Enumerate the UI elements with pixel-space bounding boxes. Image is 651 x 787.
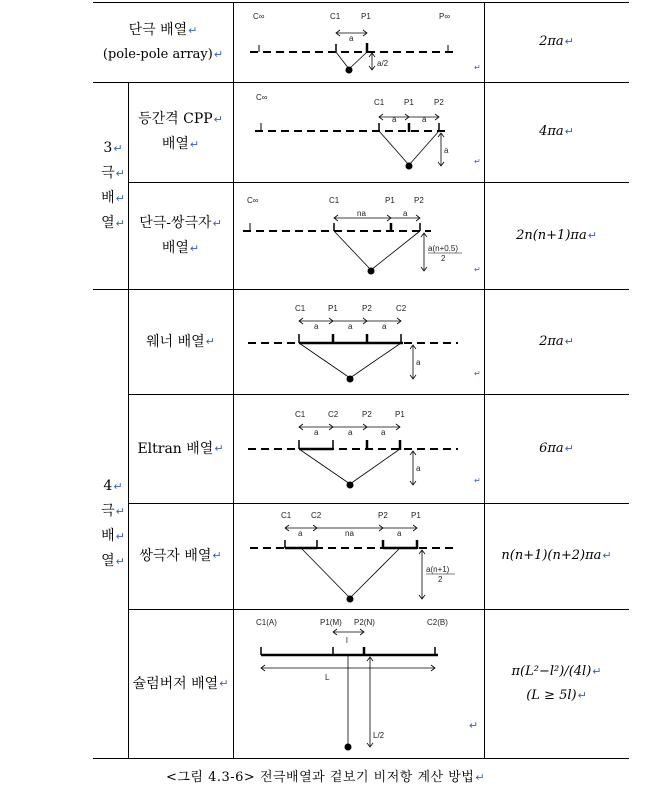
svg-text:C1: C1 xyxy=(329,196,340,205)
svg-text:C∞: C∞ xyxy=(247,196,259,205)
measurement-point xyxy=(368,268,375,275)
svg-text:↵: ↵ xyxy=(474,369,481,378)
svg-text:a: a xyxy=(298,529,303,538)
measurement-point xyxy=(347,482,354,489)
svg-text:a: a xyxy=(348,428,353,437)
svg-text:a: a xyxy=(314,428,319,437)
svg-text:C1: C1 xyxy=(295,304,306,313)
svg-text:C1: C1 xyxy=(281,511,292,520)
diagram-pole-dipole xyxy=(233,182,484,289)
group-label-3-pole: 3↵ 극↵ 배↵ 열↵ xyxy=(101,140,125,231)
formula-equal-cpp: 4πa ↵ xyxy=(539,124,574,139)
svg-text:a: a xyxy=(381,428,386,437)
formula-schlumberger: π(L²−l²)/(4l)↵ (L ≥ 5l)↵ xyxy=(511,663,602,703)
svg-text:P2: P2 xyxy=(378,511,388,520)
array-name-schlumberger: 슐럼버저 배열 ↵ xyxy=(132,675,229,692)
table-bottom-border xyxy=(93,758,629,759)
diagram-dipole xyxy=(233,503,484,609)
measurement-point xyxy=(345,744,352,751)
svg-text:P1: P1 xyxy=(328,304,338,313)
svg-text:a: a xyxy=(422,115,427,124)
svg-text:↵: ↵ xyxy=(474,63,481,72)
label-a: a xyxy=(349,34,354,43)
svg-text:P2: P2 xyxy=(434,98,444,107)
svg-text:C2(B): C2(B) xyxy=(427,618,448,627)
svg-text:↵: ↵ xyxy=(474,157,481,166)
svg-text:a(n+1): a(n+1) xyxy=(426,565,450,574)
formula-wenner: 2πa ↵ xyxy=(539,333,574,349)
svg-text:2: 2 xyxy=(438,575,443,584)
svg-text:P1(M): P1(M) xyxy=(320,618,342,627)
array-name-equal-cpp: 등간격 CPP↵ 배열↵ xyxy=(138,111,223,152)
svg-text:a: a xyxy=(382,322,387,331)
measurement-point xyxy=(346,67,353,74)
diagram-equal-cpp xyxy=(233,82,484,182)
svg-text:P2(N): P2(N) xyxy=(354,618,375,627)
svg-text:C2: C2 xyxy=(396,304,407,313)
diagram-pole-pole xyxy=(233,2,484,82)
array-name-pole-pole: 단극 배열↵ (pole-pole array)↵ xyxy=(102,21,224,62)
array-name-pole-dipole: 단극-쌍극자↵ 배열↵ xyxy=(139,214,222,256)
label-c1: C1 xyxy=(330,12,341,21)
svg-text:C2: C2 xyxy=(328,410,339,419)
svg-text:↵: ↵ xyxy=(474,265,481,274)
svg-text:↵: ↵ xyxy=(469,720,479,732)
svg-text:P2: P2 xyxy=(362,304,372,313)
svg-text:na: na xyxy=(345,529,354,538)
svg-text:a: a xyxy=(397,529,402,538)
svg-text:a: a xyxy=(314,322,319,331)
svg-text:C∞: C∞ xyxy=(256,93,268,102)
svg-text:P2: P2 xyxy=(362,410,372,419)
measurement-point xyxy=(347,376,354,383)
figure-caption: <그림 4.3-6> 전극배열과 겉보기 비저항 계산 방법↵ xyxy=(165,770,486,785)
formula-eltran: 6πa ↵ xyxy=(539,440,574,456)
svg-text:a: a xyxy=(392,115,397,124)
svg-text:a: a xyxy=(416,464,421,473)
label-p1: P1 xyxy=(361,12,371,21)
svg-text:l: l xyxy=(346,636,348,645)
svg-text:L/2: L/2 xyxy=(373,731,385,740)
array-name-wenner: 웨너 배열 ↵ xyxy=(146,333,215,350)
array-name-dipole: 쌍극자 배열 ↵ xyxy=(139,548,222,564)
formula-dipole: n(n+1)(n+2)πa ↵ xyxy=(501,548,612,563)
svg-text:C1: C1 xyxy=(295,410,306,419)
label-p-inf: P∞ xyxy=(439,12,451,21)
measurement-point xyxy=(347,596,354,603)
svg-text:P2: P2 xyxy=(414,196,424,205)
svg-text:a: a xyxy=(444,146,449,155)
svg-text:P1: P1 xyxy=(404,98,414,107)
array-name-eltran: Eltran 배열 ↵ xyxy=(137,440,224,457)
svg-text:C1: C1 xyxy=(374,98,385,107)
svg-text:P1: P1 xyxy=(385,196,395,205)
svg-text:↵: ↵ xyxy=(474,476,481,485)
svg-text:a: a xyxy=(416,358,421,367)
svg-text:L: L xyxy=(325,673,330,682)
svg-text:C2: C2 xyxy=(311,511,322,520)
diagram-schlumberger xyxy=(233,609,484,758)
group-label-4-pole: 4↵ 극↵ 배↵ 열↵ xyxy=(101,478,125,569)
svg-text:P1: P1 xyxy=(395,410,405,419)
formula-pole-pole: 2πa ↵ xyxy=(539,34,574,49)
svg-text:na: na xyxy=(357,209,366,218)
svg-text:2: 2 xyxy=(441,254,446,263)
measurement-point xyxy=(406,163,413,170)
svg-text:a: a xyxy=(348,322,353,331)
svg-text:a: a xyxy=(403,209,408,218)
formula-pole-dipole: 2n(n+1)πa ↵ xyxy=(516,227,597,243)
label-c-inf: C∞ xyxy=(253,12,265,21)
diagram-wenner xyxy=(233,289,484,394)
svg-text:P1: P1 xyxy=(411,511,421,520)
label-depth: a/2 xyxy=(377,59,389,68)
svg-text:a(n+0.5): a(n+0.5) xyxy=(428,244,459,253)
diagram-eltran xyxy=(233,394,484,503)
svg-text:C1(A): C1(A) xyxy=(256,618,277,627)
